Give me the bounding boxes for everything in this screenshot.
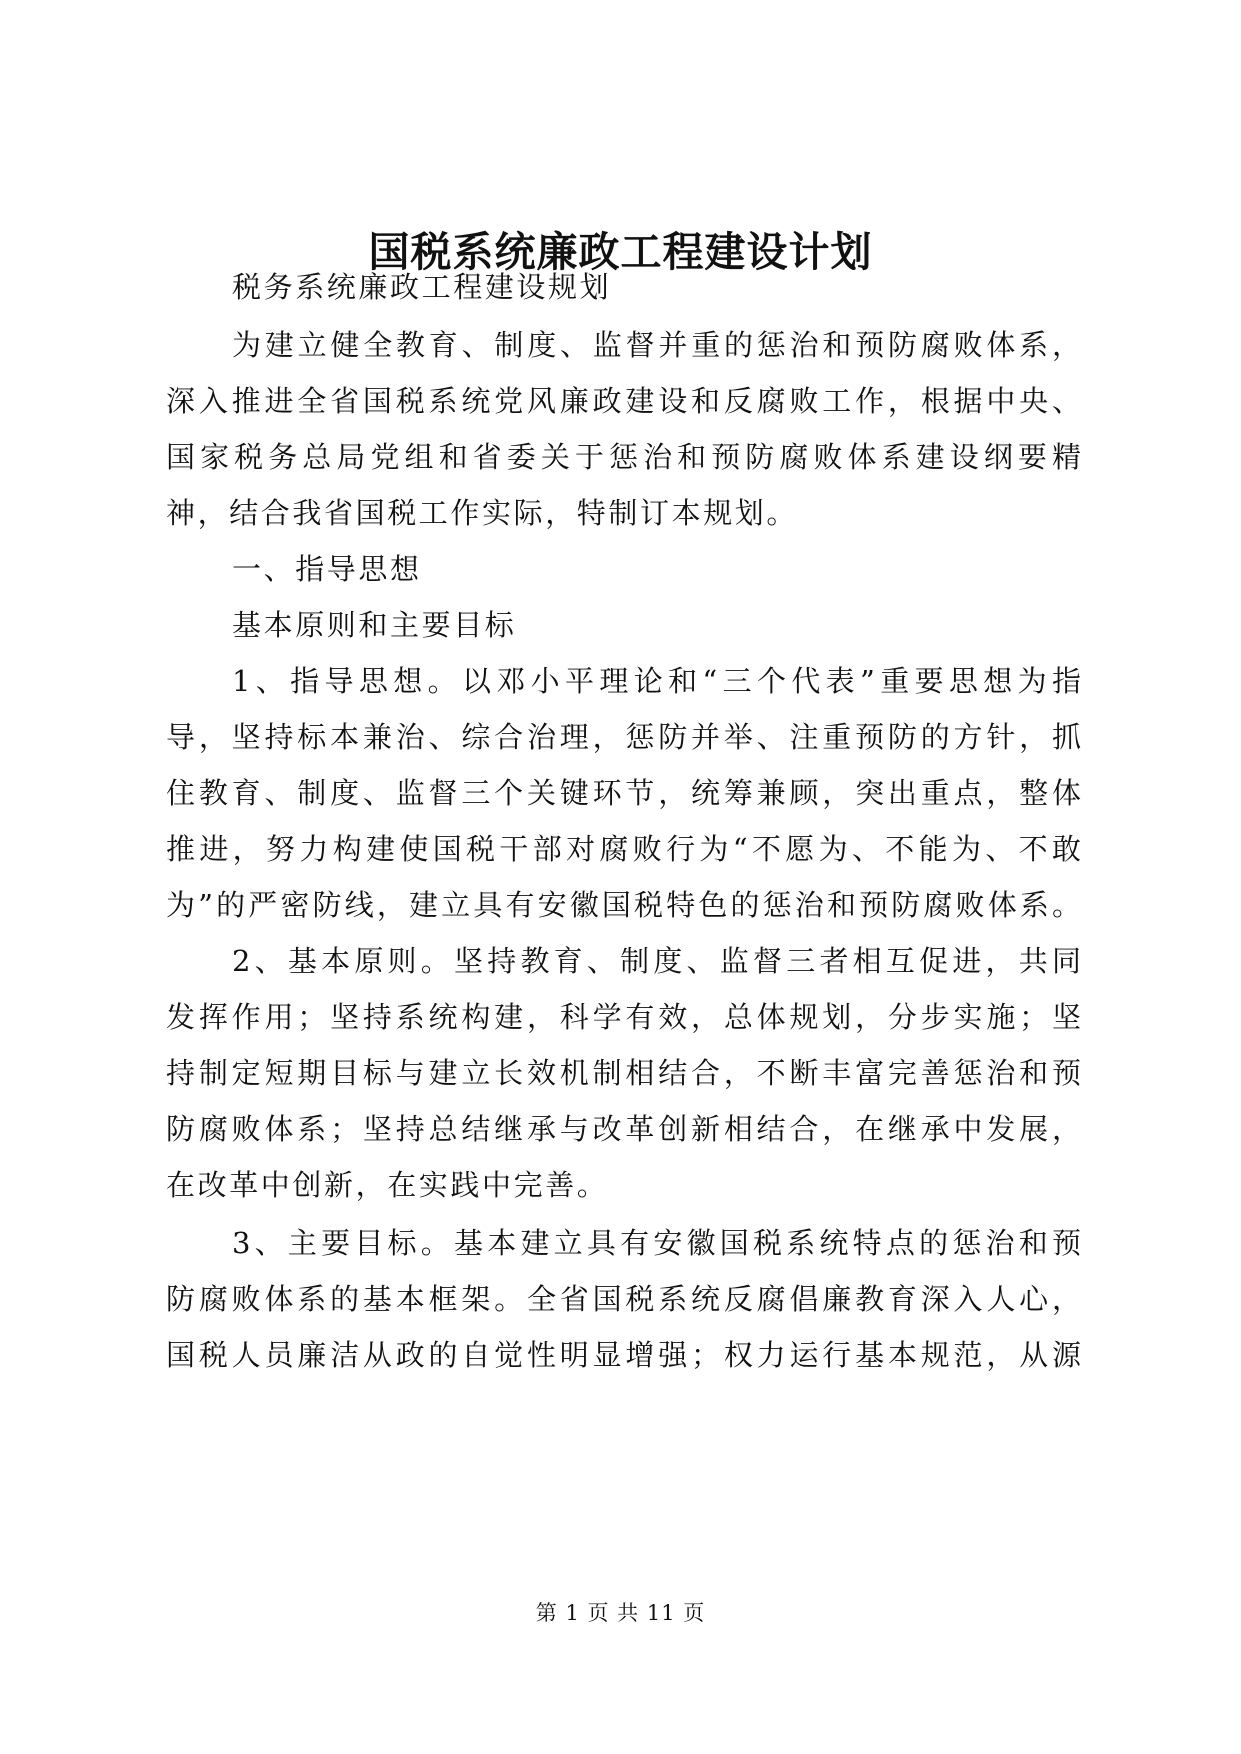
body-line: 持制定短期目标与建立长效机制相结合，不断丰富完善惩治和预 — [166, 1056, 1081, 1090]
body-line: 2、基本原则。坚持教育、制度、监督三者相互促进，共同 — [232, 944, 1081, 978]
body-line: 防腐败体系；坚持总结继承与改革创新相结合，在继承中发展， — [166, 1112, 1081, 1146]
body-line: 在改革中创新，在实践中完善。 — [166, 1168, 609, 1202]
body-line: 住教育、制度、监督三个关键环节，统筹兼顾，突出重点，整体 — [166, 776, 1081, 810]
subtitle-line: 税务系统廉政工程建设规划 — [232, 270, 612, 304]
body-line: 深入推进全省国税系统党风廉政建设和反腐败工作，根据中央、 — [166, 384, 1081, 418]
body-line: 国家税务总局党组和省委关于惩治和预防腐败体系建设纲要精 — [166, 440, 1081, 474]
body-line: 1、指导思想。以邓小平理论和“三个代表”重要思想为指 — [232, 664, 1081, 698]
body-line: 为”的严密防线，建立具有安徽国税特色的惩治和预防腐败体系。 — [166, 888, 1081, 922]
page-number-footer: 第 1 页 共 11 页 — [535, 1601, 706, 1625]
body-line: 为建立健全教育、制度、监督并重的惩治和预防腐败体系， — [232, 328, 1081, 362]
body-line: 导，坚持标本兼治、综合治理，惩防并举、注重预防的方针，抓 — [166, 720, 1081, 754]
section-heading: 一、指导思想 — [232, 552, 422, 586]
body-line: 3、主要目标。基本建立具有安徽国税系统特点的惩治和预 — [232, 1226, 1081, 1260]
body-line: 国税人员廉洁从政的自觉性明显增强；权力运行基本规范，从源 — [166, 1338, 1081, 1372]
body-line: 发挥作用；坚持系统构建，科学有效，总体规划，分步实施；坚 — [166, 1000, 1081, 1034]
document-title: 国税系统廉政工程建设计划 — [368, 228, 873, 276]
body-line: 神，结合我省国税工作实际，特制订本规划。 — [166, 496, 799, 530]
body-line: 防腐败体系的基本框架。全省国税系统反腐倡廉教育深入人心， — [166, 1282, 1081, 1316]
body-line: 推进，努力构建使国税干部对腐败行为“不愿为、不能为、不敢 — [166, 832, 1081, 866]
section-subheading: 基本原则和主要目标 — [232, 608, 517, 642]
